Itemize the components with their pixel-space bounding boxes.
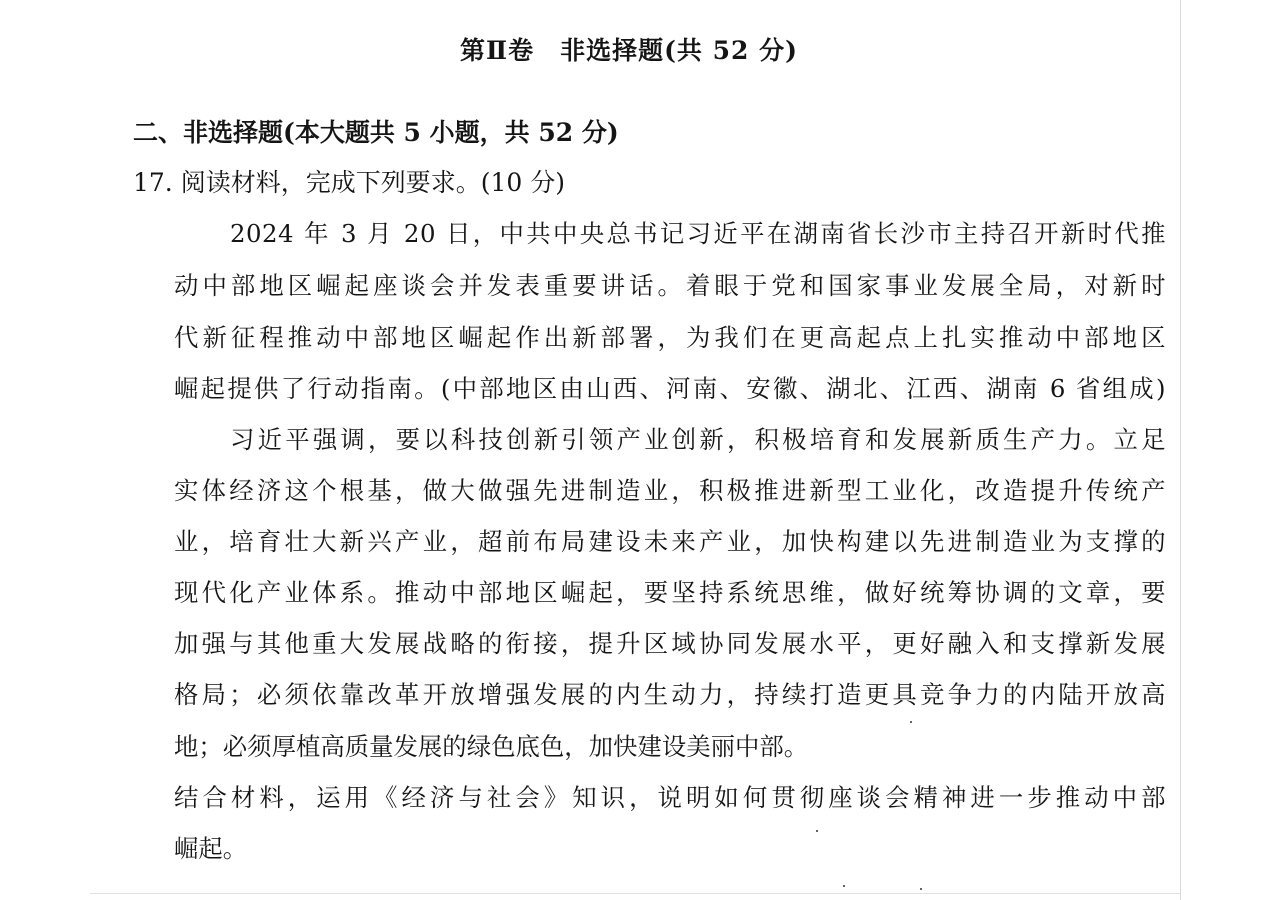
page-edge-bottom <box>90 893 1180 894</box>
material-line-8: 现代化产业体系。推动中部地区崛起，要坚持系统思维，做好统筹协调的文章，要 <box>174 578 1166 607</box>
material-line-11: 地；必须厚植高质量发展的绿色底色，加快建设美丽中部。 <box>174 732 809 761</box>
material-line-4: 崛起提供了行动指南。(中部地区由山西、河南、安徽、湖北、江西、湖南 6 省组成) <box>174 374 1166 403</box>
material-line-2: 动中部地区崛起座谈会并发表重要讲话。着眼于党和国家事业发展全局，对新时 <box>174 271 1166 300</box>
material-line-5: 习近平强调，要以科技创新引领产业创新，积极培育和发展新质生产力。立足 <box>230 425 1166 454</box>
scan-speck <box>843 885 845 887</box>
section-heading: 二、非选择题(本大题共 5 小题，共 52 分) <box>133 118 619 147</box>
question-17-prompt: 17. 阅读材料，完成下列要求。(10 分) <box>133 168 565 197</box>
material-line-7: 业，培育壮大新兴产业，超前布局建设未来产业，加快构建以先进制造业为支撑的 <box>174 527 1166 556</box>
material-line-10: 格局；必须依靠改革开放增强发展的内生动力，持续打造更具竞争力的内陆开放高 <box>174 680 1166 709</box>
task-line-1: 结合材料，运用《经济与社会》知识，说明如何贯彻座谈会精神进一步推动中部 <box>174 783 1166 812</box>
scan-speck <box>910 721 912 723</box>
material-line-6: 实体经济这个根基，做大做强先进制造业，积极推进新型工业化，改造提升传统产 <box>174 476 1166 505</box>
page-edge-right <box>1180 0 1181 900</box>
material-line-3: 代新征程推动中部地区崛起作出新部署，为我们在更高起点上扎实推动中部地区 <box>174 323 1166 352</box>
task-line-2: 崛起。 <box>174 834 248 863</box>
material-line-9: 加强与其他重大发展战略的衔接，提升区域协同发展水平，更好融入和支撑新发展 <box>174 629 1166 658</box>
scan-speck <box>816 830 818 832</box>
material-line-1: 2024 年 3 月 20 日，中共中央总书记习近平在湖南省长沙市主持召开新时代推 <box>230 219 1166 248</box>
scan-speck <box>920 888 922 890</box>
paper-part-title: 第Ⅱ卷 非选择题(共 52 分) <box>460 36 798 65</box>
